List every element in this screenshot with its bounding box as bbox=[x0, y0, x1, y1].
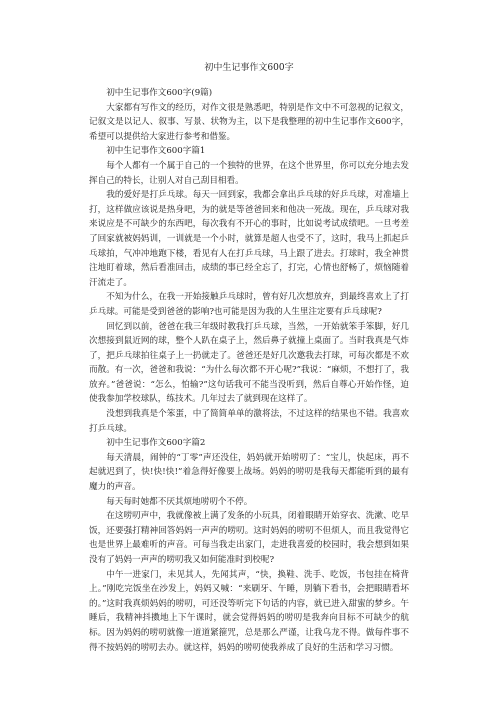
section-heading: 初中生记事作文600字篇1 bbox=[106, 146, 206, 157]
section-heading: 初中生记事作文600字篇2 bbox=[106, 438, 206, 449]
paragraph: 没想到我真是个笨蛋，中了简简单单的激将法，不过这样的结果也不错。我喜欢打乒乓球。 bbox=[89, 409, 409, 434]
paragraph: 我的爱好是打乒乓球。每天一回到家，我都会拿出乒乓球的好乒乓球，对准墙上打，这样做应该说是热身吧，为的就是等爸爸回来和他决一死战。现在，乒乓球对我来说应是不可缺少的东西吧，每次我有不开心的事时，比如说考试成绩吧。一旦考差了回家就被妈妈训，一训就是一个小时，就算是超人也受不了，这时，我马上抓起乒乓球拍，气冲冲地跑下楼，看见有人在打乒乓球，马上跟了进去。打球时，我全神贯注地盯着球，然后看准回击，成绩的事已经全忘了，打完，心情也舒畅了，烦恼随着汗流走了。 bbox=[89, 190, 409, 288]
document-body bbox=[89, 86, 409, 655]
paragraph: 每天清晨，闹钟的“丁零”声还没住，妈妈就开始唠叨了：“宝儿，快起床，再不起就迟到了，快!快!快!”着急得好像要上战场。妈妈的唠叨是我每天都能听到的最有魔力的声音。 bbox=[89, 452, 409, 493]
section-heading: 初中生记事作文600字(9篇) bbox=[106, 88, 213, 98]
paragraph: 大家都有写作文的经历，对作文很是熟悉吧，特别是作文中不可忽视的记叙文，记叙文是以记人、叙事、写景、状物为主，以下是我整理的初中生记事作文600字，希望可以提供给大家进行参考和借鉴。 bbox=[89, 102, 409, 142]
paragraph: 中午一进家门，未见其人，先闻其声，“快，换鞋、洗手、吃饭，书包挂在椅背上。”刚吃完饭坐在沙发上，妈妈又喊：“来刷牙、午睡，別躺下看书，会把眼睛看坏的。”这时我真烦妈妈的唠叨，可还没等听完下句话的内容，就已进入甜蜜的梦乡。午睡后，我精神抖擞地上下午课时，就会觉得妈妈的唠叨是我奔向目标不可缺少的航标。因为妈妈的唠叨就像一道道紧箍咒，总是那么严谨，让我乌龙不得。做每件事不得不按妈妈的唠叨去办。就这样，妈妈的唠叨使我养成了良好的生活和学习习惯。 bbox=[89, 569, 409, 653]
paragraph: 回忆到以前，爸爸在我三年级时教我打乒乓球，当然，一开始就笨手笨脚，好几次想接到鼠近网的球，整个人趴在桌子上，然后鼻子就撞上桌面了。当时我真是气炸了，把乒乓球拍往桌子上一扔就走了。爸爸还是好几次邀我去打球，可每次都是不欢而散。有一次，爸爸和我说：“为什么每次都不开心呢?”我说：“麻烦，不想打了，我放弃。”爸爸说：“怎么，怕输?”这句话我可不能当没听到，然后自尊心开始作怪，迫使我参加学校球队，练技术。几年过去了就到现在这样了。 bbox=[89, 321, 409, 405]
document-title: 初中生记事作文600字 bbox=[204, 63, 294, 73]
paragraph: 每个人都有一个属于自己的一个独特的世界，在这个世界里，你可以充分地去发挥自己的特长，让别人对自己刮目相看。 bbox=[89, 160, 409, 186]
paragraph: 不知为什么，在我一开始接触乒乓球时，曾有好几次想放弃，到最终喜欢上了打乒乓球。可能是受到爸爸的影响?也可能是因为我的人生里注定要有乒乓球呢? bbox=[89, 292, 409, 317]
paragraph: 每天每时她都不厌其烦地唠叨个不停。 bbox=[106, 496, 253, 507]
paragraph: 在这唠叨声中，我就像被上满了发条的小玩具，闭着眼睛开始穿衣、洗漱、吃早饭，还要强打精神回答妈妈一声声的唠叨。这时妈妈的唠叨不但烦人，而且我觉得它也是世界上最难听的声音。可每当我走出家门，走进我喜爱的校园时，我会想到如果没有了妈妈一声声的唠叨我又如何能准时到校呢? bbox=[89, 511, 409, 565]
